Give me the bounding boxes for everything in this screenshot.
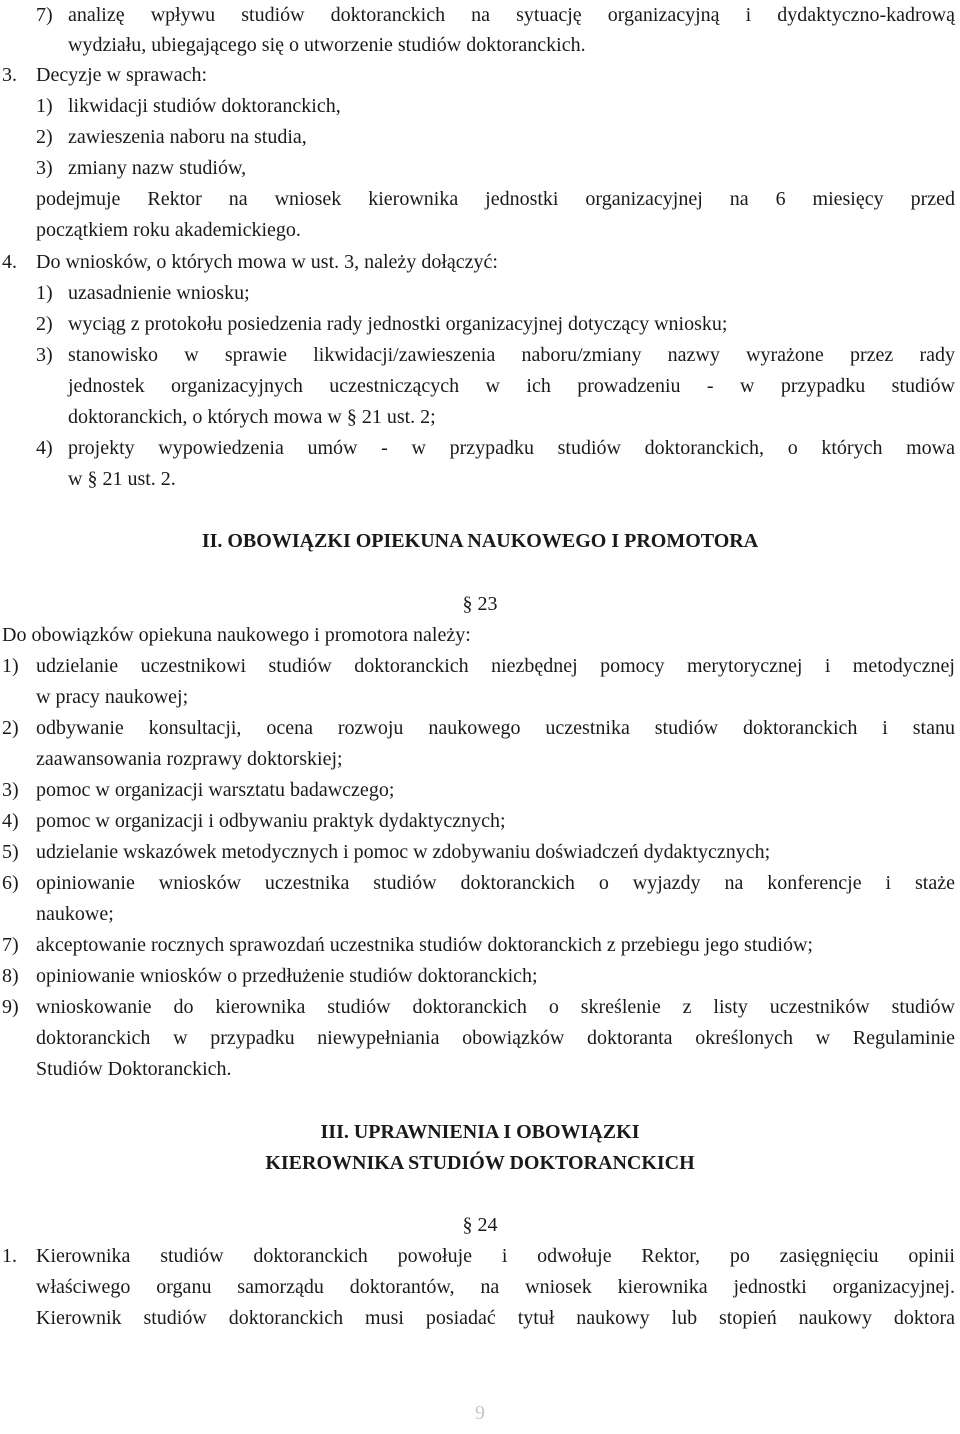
chapter-heading: II. OBOWIĄZKI OPIEKUNA NAUKOWEGO I PROMOTORA [201,530,759,552]
list-item [0,122,960,153]
item-text: opiniowanie wniosków o przedłużenie studiów doktoranckich; [36,965,538,987]
paragraph-text-line [0,1303,960,1334]
paragraph-number: 3. [2,64,17,86]
list-item-continuation [0,1023,960,1054]
item-text: opiniowanie wniosków uczestnika studiów doktoranckich o wyjazdy na konferencje i staże [36,872,955,894]
list-item [0,992,960,1023]
item-text: udzielanie wskazówek metodycznych i pomoc w zdobywaniu doświadczeń dydaktycznych; [36,841,771,863]
item-text: zaawansowania rozprawy doktorskiej; [36,748,343,770]
item-text: stanowisko w sprawie likwidacji/zawieszenia naboru/zmiany nazwy wyrażone przez rady [68,344,955,366]
list-item [0,153,960,184]
list-item-continuation [0,682,960,713]
item-text: wydziału, ubiegającego się o utworzenie studiów doktoranckich. [68,34,586,56]
item-number: 7) [36,4,53,26]
list-item [0,91,960,122]
item-text: likwidacji studiów doktoranckich, [68,95,341,117]
chapter-heading: III. UPRAWNIENIA I OBOWIĄZKI [320,1121,640,1143]
item-text: doktoranckich, o których mowa w § 21 ust. 2; [68,406,436,428]
paragraph-text-line [0,215,960,246]
item-number: 2) [36,126,53,148]
item-number: 1) [36,282,53,304]
item-number: 2) [36,313,53,335]
list-item [0,806,960,837]
item-text: udzielanie uczestnikowi studiów doktoranckich niezbędnej pomocy merytorycznej i metodycznej [36,655,955,677]
paragraph-1 [0,1241,960,1272]
item-number: 3) [2,779,19,801]
list-item-continuation [0,402,960,433]
chapter-heading: KIEROWNIKA STUDIÓW DOKTORANCKICH [265,1152,695,1174]
item-text: analizę wpływu studiów doktoranckich na sytuację organizacyjną i dydaktyczno-kadrową [68,4,955,26]
list-item [0,775,960,806]
item-text: doktoranckich w przypadku niewypełniania obowiązków doktoranta określonych w Regulaminie [36,1027,955,1049]
item-number: 8) [2,965,19,987]
item-text: zmiany nazw studiów, [68,157,247,179]
item-text: odbywanie konsultacji, ocena rozwoju naukowego uczestnika studiów doktoranckich i stanu [36,717,955,739]
list-item-continuation [0,30,960,61]
paragraph-sign: § 24 [462,1214,498,1236]
paragraph-text: Kierownika studiów doktoranckich powołuje i odwołuje Rektor, po zasięgnięciu opinii [36,1245,955,1267]
list-item-continuation [0,899,960,930]
list-item [0,930,960,961]
list-item [0,868,960,899]
item-text: akceptowanie rocznych sprawozdań uczestnika studiów doktoranckich z przebiegu jego studiów; [36,934,813,956]
item-text: naukowe; [36,903,114,925]
item-number: 1) [36,95,53,117]
paragraph-4 [0,247,960,278]
item-number: 4) [36,437,53,459]
list-item-continuation [0,1054,960,1085]
item-number: 9) [2,996,19,1018]
item-text: pomoc w organizacji i odbywaniu praktyk dydaktycznych; [36,810,506,832]
list-item [0,651,960,682]
paragraph-text-line [0,184,960,215]
item-text: uzasadnienie wniosku; [68,282,250,304]
item-number: 3) [36,344,53,366]
paragraph-text: właściwego organu samorządu doktorantów, na wniosek kierownika jednostki organizacyjnej. [36,1276,955,1298]
paragraph-3 [0,60,960,91]
list-item [0,837,960,868]
item-text: w § 21 ust. 2. [68,468,176,490]
list-item [0,0,960,31]
list-item [0,713,960,744]
item-text: pomoc w organizacji warsztatu badawczego; [36,779,395,801]
paragraph-text: Do wniosków, o których mowa w ust. 3, należy dołączyć: [36,251,498,273]
paragraph-text: początkiem roku akademickiego. [36,219,301,241]
item-text: jednostek organizacyjnych uczestniczących w ich prowadzeniu - w przypadku studiów [68,375,955,397]
item-text: Studiów Doktoranckich. [36,1058,232,1080]
list-item-continuation [0,371,960,402]
paragraph-number: 1. [2,1245,17,1267]
list-item [0,961,960,992]
intro-text: Do obowiązków opiekuna naukowego i promotora należy: [2,624,471,646]
paragraph-text: Decyzje w sprawach: [36,64,208,86]
list-item-continuation [0,464,960,495]
item-text: wnioskowanie do kierownika studiów doktoranckich o skreślenie z listy uczestników studiów [36,996,955,1018]
item-number: 5) [2,841,19,863]
item-text: w pracy naukowej; [36,686,189,708]
item-number: 3) [36,157,53,179]
list-item [0,340,960,371]
item-number: 4) [2,810,19,832]
paragraph-text: Kierownik studiów doktoranckich musi posiadać tytuł naukowy lub stopień naukowy doktora [36,1307,955,1329]
chapter-intro [0,620,960,651]
item-text: zawieszenia naboru na studia, [68,126,307,148]
paragraph-text: podejmuje Rektor na wniosek kierownika jednostki organizacyjnej na 6 miesięcy przed [36,188,955,210]
item-number: 6) [2,872,19,894]
item-number: 7) [2,934,19,956]
list-item [0,433,960,464]
paragraph-sign: § 23 [462,593,498,615]
list-item [0,278,960,309]
item-number: 1) [2,655,19,677]
item-number: 2) [2,717,19,739]
paragraph-number: 4. [2,251,17,273]
page-number: 9 [475,1402,485,1424]
paragraph-text-line [0,1272,960,1303]
item-text: projekty wypowiedzenia umów - w przypadku studiów doktoranckich, o których mowa [68,437,955,459]
item-text: wyciąg z protokołu posiedzenia rady jednostki organizacyjnej dotyczący wniosku; [68,313,728,335]
list-item-continuation [0,744,960,775]
list-item [0,309,960,340]
